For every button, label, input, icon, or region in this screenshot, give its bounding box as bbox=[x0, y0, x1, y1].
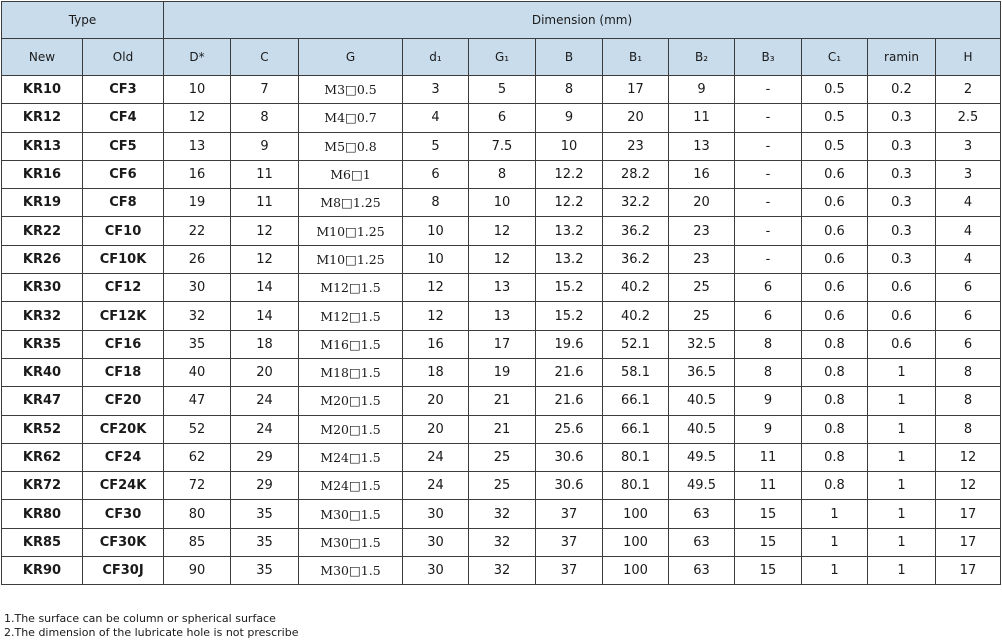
cell-b2: 49.5 bbox=[669, 443, 735, 471]
cell-b3: - bbox=[735, 132, 802, 160]
cell-old: CF4 bbox=[83, 104, 164, 132]
table-row bbox=[2, 217, 1001, 245]
column-header-b3: B₃ bbox=[735, 39, 802, 76]
cell-c: 14 bbox=[231, 302, 299, 330]
cell-d: 12 bbox=[164, 104, 231, 132]
cell-g: M6□1 bbox=[299, 160, 403, 188]
column-header-old: Old bbox=[83, 39, 164, 76]
cell-new: KR32 bbox=[2, 302, 83, 330]
cell-new: KR47 bbox=[2, 387, 83, 415]
footnote: 1.The surface can be column or spherical surface bbox=[4, 612, 276, 625]
cell-new: KR90 bbox=[2, 557, 83, 585]
cell-old: CF16 bbox=[83, 330, 164, 358]
cell-b1: 23 bbox=[603, 132, 669, 160]
cell-ramin: 0.3 bbox=[868, 217, 936, 245]
cell-b3: - bbox=[735, 217, 802, 245]
cell-g: M3□0.5 bbox=[299, 76, 403, 104]
cell-b: 15.2 bbox=[536, 274, 603, 302]
cell-c: 20 bbox=[231, 358, 299, 386]
cell-ramin: 1 bbox=[868, 415, 936, 443]
cell-h: 3 bbox=[936, 160, 1001, 188]
cell-b2: 25 bbox=[669, 302, 735, 330]
cell-b1: 40.2 bbox=[603, 302, 669, 330]
cell-new: KR30 bbox=[2, 274, 83, 302]
cell-b2: 25 bbox=[669, 274, 735, 302]
cell-old: CF8 bbox=[83, 189, 164, 217]
cell-old: CF30J bbox=[83, 557, 164, 585]
cell-h: 4 bbox=[936, 245, 1001, 273]
cell-b1: 28.2 bbox=[603, 160, 669, 188]
cell-b1: 58.1 bbox=[603, 358, 669, 386]
cell-d: 85 bbox=[164, 528, 231, 556]
cell-ramin: 1 bbox=[868, 557, 936, 585]
cell-g1: 13 bbox=[469, 302, 536, 330]
cell-c1: 0.6 bbox=[802, 302, 868, 330]
cell-g: M4□0.7 bbox=[299, 104, 403, 132]
cell-new: KR85 bbox=[2, 528, 83, 556]
header-row-groups bbox=[2, 2, 1001, 39]
cell-b3: 9 bbox=[735, 415, 802, 443]
cell-b3: 15 bbox=[735, 557, 802, 585]
cell-d: 26 bbox=[164, 245, 231, 273]
cell-ramin: 0.3 bbox=[868, 132, 936, 160]
cell-b: 21.6 bbox=[536, 358, 603, 386]
cell-ramin: 1 bbox=[868, 472, 936, 500]
cell-b2: 63 bbox=[669, 500, 735, 528]
cell-b1: 32.2 bbox=[603, 189, 669, 217]
cell-g1: 19 bbox=[469, 358, 536, 386]
cell-b3: 9 bbox=[735, 387, 802, 415]
cell-ramin: 0.2 bbox=[868, 76, 936, 104]
cell-b1: 100 bbox=[603, 528, 669, 556]
cell-d1: 10 bbox=[403, 245, 469, 273]
cell-b1: 17 bbox=[603, 76, 669, 104]
cell-c1: 1 bbox=[802, 557, 868, 585]
cell-d: 40 bbox=[164, 358, 231, 386]
cell-new: KR72 bbox=[2, 472, 83, 500]
cell-h: 4 bbox=[936, 189, 1001, 217]
cell-g1: 8 bbox=[469, 160, 536, 188]
cell-g1: 25 bbox=[469, 472, 536, 500]
cell-b2: 13 bbox=[669, 132, 735, 160]
cell-g: M5□0.8 bbox=[299, 132, 403, 160]
cell-old: CF24K bbox=[83, 472, 164, 500]
cell-new: KR62 bbox=[2, 443, 83, 471]
column-header-g1: G₁ bbox=[469, 39, 536, 76]
table-row bbox=[2, 443, 1001, 471]
cell-b2: 9 bbox=[669, 76, 735, 104]
cell-c1: 0.5 bbox=[802, 132, 868, 160]
cell-b2: 40.5 bbox=[669, 415, 735, 443]
cell-old: CF3 bbox=[83, 76, 164, 104]
cell-b3: - bbox=[735, 160, 802, 188]
table-row bbox=[2, 189, 1001, 217]
cell-b: 25.6 bbox=[536, 415, 603, 443]
cell-d: 90 bbox=[164, 557, 231, 585]
cell-c1: 0.5 bbox=[802, 104, 868, 132]
table-row bbox=[2, 302, 1001, 330]
cell-g: M20□1.5 bbox=[299, 387, 403, 415]
cell-b1: 66.1 bbox=[603, 387, 669, 415]
cell-c1: 0.8 bbox=[802, 358, 868, 386]
cell-c: 9 bbox=[231, 132, 299, 160]
cell-b: 13.2 bbox=[536, 245, 603, 273]
cell-ramin: 0.3 bbox=[868, 104, 936, 132]
cell-ramin: 0.6 bbox=[868, 274, 936, 302]
cell-c1: 0.6 bbox=[802, 189, 868, 217]
cell-old: CF5 bbox=[83, 132, 164, 160]
cell-b2: 23 bbox=[669, 217, 735, 245]
cell-h: 6 bbox=[936, 302, 1001, 330]
cell-new: KR12 bbox=[2, 104, 83, 132]
cell-g1: 17 bbox=[469, 330, 536, 358]
cell-old: CF12K bbox=[83, 302, 164, 330]
cell-c1: 0.8 bbox=[802, 330, 868, 358]
table-body bbox=[2, 76, 1001, 585]
cell-g1: 5 bbox=[469, 76, 536, 104]
cell-h: 12 bbox=[936, 472, 1001, 500]
cell-b: 30.6 bbox=[536, 472, 603, 500]
cell-new: KR19 bbox=[2, 189, 83, 217]
cell-b: 12.2 bbox=[536, 189, 603, 217]
cell-new: KR13 bbox=[2, 132, 83, 160]
cell-g: M10□1.25 bbox=[299, 217, 403, 245]
cell-b: 12.2 bbox=[536, 160, 603, 188]
cell-b2: 40.5 bbox=[669, 387, 735, 415]
cell-c1: 1 bbox=[802, 500, 868, 528]
cell-b: 13.2 bbox=[536, 217, 603, 245]
cell-g1: 10 bbox=[469, 189, 536, 217]
cell-ramin: 0.6 bbox=[868, 330, 936, 358]
cell-c1: 0.8 bbox=[802, 472, 868, 500]
cell-new: KR35 bbox=[2, 330, 83, 358]
cell-c1: 0.6 bbox=[802, 274, 868, 302]
cell-h: 6 bbox=[936, 330, 1001, 358]
cell-b2: 36.5 bbox=[669, 358, 735, 386]
cell-g: M10□1.25 bbox=[299, 245, 403, 273]
cell-g1: 25 bbox=[469, 443, 536, 471]
cell-b3: 15 bbox=[735, 528, 802, 556]
cell-c: 35 bbox=[231, 557, 299, 585]
cell-ramin: 0.6 bbox=[868, 302, 936, 330]
cell-ramin: 0.3 bbox=[868, 245, 936, 273]
footnotes bbox=[4, 612, 299, 640]
cell-g: M16□1.5 bbox=[299, 330, 403, 358]
cell-b3: 8 bbox=[735, 358, 802, 386]
cell-d1: 18 bbox=[403, 358, 469, 386]
cell-h: 17 bbox=[936, 557, 1001, 585]
type-header: Type bbox=[2, 2, 164, 39]
dimension-table bbox=[1, 1, 1001, 585]
table-row bbox=[2, 415, 1001, 443]
cell-c: 24 bbox=[231, 415, 299, 443]
cell-d1: 8 bbox=[403, 189, 469, 217]
cell-d1: 30 bbox=[403, 557, 469, 585]
cell-old: CF24 bbox=[83, 443, 164, 471]
cell-d1: 20 bbox=[403, 387, 469, 415]
cell-d1: 12 bbox=[403, 274, 469, 302]
cell-ramin: 1 bbox=[868, 358, 936, 386]
cell-b: 37 bbox=[536, 557, 603, 585]
cell-d1: 5 bbox=[403, 132, 469, 160]
cell-old: CF6 bbox=[83, 160, 164, 188]
dimension-header: Dimension (mm) bbox=[164, 2, 1001, 39]
cell-c: 11 bbox=[231, 160, 299, 188]
cell-b: 10 bbox=[536, 132, 603, 160]
table-row bbox=[2, 76, 1001, 104]
cell-c: 29 bbox=[231, 472, 299, 500]
cell-g: M24□1.5 bbox=[299, 472, 403, 500]
cell-new: KR22 bbox=[2, 217, 83, 245]
cell-new: KR40 bbox=[2, 358, 83, 386]
cell-g: M18□1.5 bbox=[299, 358, 403, 386]
cell-g1: 12 bbox=[469, 217, 536, 245]
cell-b3: 6 bbox=[735, 274, 802, 302]
cell-h: 8 bbox=[936, 415, 1001, 443]
cell-c1: 0.6 bbox=[802, 160, 868, 188]
cell-b1: 100 bbox=[603, 500, 669, 528]
header-row-columns bbox=[2, 39, 1001, 76]
footnote: 2.The dimension of the lubricate hole is not prescribe bbox=[4, 626, 299, 639]
cell-b: 21.6 bbox=[536, 387, 603, 415]
table-row bbox=[2, 557, 1001, 585]
cell-b2: 20 bbox=[669, 189, 735, 217]
cell-g1: 7.5 bbox=[469, 132, 536, 160]
cell-c: 8 bbox=[231, 104, 299, 132]
cell-d1: 4 bbox=[403, 104, 469, 132]
cell-old: CF12 bbox=[83, 274, 164, 302]
cell-d: 22 bbox=[164, 217, 231, 245]
cell-old: CF10 bbox=[83, 217, 164, 245]
cell-b2: 23 bbox=[669, 245, 735, 273]
table-row bbox=[2, 358, 1001, 386]
cell-c1: 0.8 bbox=[802, 443, 868, 471]
cell-c: 11 bbox=[231, 189, 299, 217]
cell-old: CF10K bbox=[83, 245, 164, 273]
cell-b: 30.6 bbox=[536, 443, 603, 471]
cell-old: CF30K bbox=[83, 528, 164, 556]
cell-h: 3 bbox=[936, 132, 1001, 160]
cell-b2: 11 bbox=[669, 104, 735, 132]
cell-h: 12 bbox=[936, 443, 1001, 471]
cell-g1: 21 bbox=[469, 415, 536, 443]
cell-g1: 21 bbox=[469, 387, 536, 415]
cell-c1: 0.8 bbox=[802, 415, 868, 443]
cell-d1: 20 bbox=[403, 415, 469, 443]
cell-b2: 49.5 bbox=[669, 472, 735, 500]
cell-g: M12□1.5 bbox=[299, 274, 403, 302]
table-row bbox=[2, 387, 1001, 415]
cell-c: 12 bbox=[231, 245, 299, 273]
cell-b1: 80.1 bbox=[603, 472, 669, 500]
cell-b3: 15 bbox=[735, 500, 802, 528]
table-row bbox=[2, 274, 1001, 302]
table-row bbox=[2, 472, 1001, 500]
cell-d1: 16 bbox=[403, 330, 469, 358]
cell-c1: 0.6 bbox=[802, 245, 868, 273]
cell-d1: 24 bbox=[403, 472, 469, 500]
cell-b1: 100 bbox=[603, 557, 669, 585]
column-header-c: C bbox=[231, 39, 299, 76]
cell-g: M30□1.5 bbox=[299, 528, 403, 556]
cell-c: 35 bbox=[231, 528, 299, 556]
table-row bbox=[2, 160, 1001, 188]
column-header-c1: C₁ bbox=[802, 39, 868, 76]
cell-c1: 1 bbox=[802, 528, 868, 556]
cell-b: 19.6 bbox=[536, 330, 603, 358]
cell-g: M24□1.5 bbox=[299, 443, 403, 471]
cell-h: 17 bbox=[936, 528, 1001, 556]
table-row bbox=[2, 330, 1001, 358]
cell-h: 17 bbox=[936, 500, 1001, 528]
cell-old: CF20K bbox=[83, 415, 164, 443]
cell-d: 62 bbox=[164, 443, 231, 471]
cell-d: 80 bbox=[164, 500, 231, 528]
cell-d: 30 bbox=[164, 274, 231, 302]
cell-d: 16 bbox=[164, 160, 231, 188]
column-header-d-star: D* bbox=[164, 39, 231, 76]
cell-d1: 30 bbox=[403, 528, 469, 556]
cell-d1: 24 bbox=[403, 443, 469, 471]
cell-b: 9 bbox=[536, 104, 603, 132]
cell-new: KR26 bbox=[2, 245, 83, 273]
cell-b3: 11 bbox=[735, 472, 802, 500]
cell-d: 35 bbox=[164, 330, 231, 358]
cell-b1: 52.1 bbox=[603, 330, 669, 358]
cell-c1: 0.5 bbox=[802, 76, 868, 104]
cell-old: CF18 bbox=[83, 358, 164, 386]
cell-d1: 3 bbox=[403, 76, 469, 104]
cell-b2: 16 bbox=[669, 160, 735, 188]
cell-g1: 32 bbox=[469, 500, 536, 528]
cell-c: 7 bbox=[231, 76, 299, 104]
cell-b2: 63 bbox=[669, 557, 735, 585]
cell-c: 18 bbox=[231, 330, 299, 358]
cell-h: 2 bbox=[936, 76, 1001, 104]
cell-b2: 32.5 bbox=[669, 330, 735, 358]
cell-b3: - bbox=[735, 104, 802, 132]
cell-d: 10 bbox=[164, 76, 231, 104]
cell-d: 19 bbox=[164, 189, 231, 217]
cell-old: CF20 bbox=[83, 387, 164, 415]
cell-g: M30□1.5 bbox=[299, 500, 403, 528]
cell-b: 15.2 bbox=[536, 302, 603, 330]
cell-g: M8□1.25 bbox=[299, 189, 403, 217]
cell-d: 47 bbox=[164, 387, 231, 415]
cell-b1: 20 bbox=[603, 104, 669, 132]
cell-c1: 0.6 bbox=[802, 217, 868, 245]
cell-c: 12 bbox=[231, 217, 299, 245]
column-header-d1: d₁ bbox=[403, 39, 469, 76]
cell-new: KR10 bbox=[2, 76, 83, 104]
cell-d1: 6 bbox=[403, 160, 469, 188]
cell-b3: - bbox=[735, 76, 802, 104]
cell-b1: 36.2 bbox=[603, 245, 669, 273]
column-header-b2: B₂ bbox=[669, 39, 735, 76]
cell-d1: 30 bbox=[403, 500, 469, 528]
cell-c: 29 bbox=[231, 443, 299, 471]
cell-b3: - bbox=[735, 245, 802, 273]
cell-d: 72 bbox=[164, 472, 231, 500]
cell-ramin: 0.3 bbox=[868, 160, 936, 188]
cell-b: 8 bbox=[536, 76, 603, 104]
cell-ramin: 1 bbox=[868, 443, 936, 471]
column-header-b1: B₁ bbox=[603, 39, 669, 76]
column-header-g: G bbox=[299, 39, 403, 76]
cell-ramin: 0.3 bbox=[868, 189, 936, 217]
cell-b2: 63 bbox=[669, 528, 735, 556]
cell-b: 37 bbox=[536, 528, 603, 556]
table-row bbox=[2, 132, 1001, 160]
column-header-new: New bbox=[2, 39, 83, 76]
cell-b3: 6 bbox=[735, 302, 802, 330]
cell-ramin: 1 bbox=[868, 528, 936, 556]
cell-c: 24 bbox=[231, 387, 299, 415]
column-header-b: B bbox=[536, 39, 603, 76]
cell-g: M12□1.5 bbox=[299, 302, 403, 330]
cell-h: 8 bbox=[936, 358, 1001, 386]
cell-c: 14 bbox=[231, 274, 299, 302]
table-row bbox=[2, 528, 1001, 556]
cell-d: 52 bbox=[164, 415, 231, 443]
cell-g: M20□1.5 bbox=[299, 415, 403, 443]
cell-old: CF30 bbox=[83, 500, 164, 528]
cell-d: 32 bbox=[164, 302, 231, 330]
cell-b3: 8 bbox=[735, 330, 802, 358]
table-row bbox=[2, 500, 1001, 528]
cell-b: 37 bbox=[536, 500, 603, 528]
cell-c: 35 bbox=[231, 500, 299, 528]
cell-g1: 32 bbox=[469, 528, 536, 556]
cell-d: 13 bbox=[164, 132, 231, 160]
column-header-h: H bbox=[936, 39, 1001, 76]
cell-b1: 80.1 bbox=[603, 443, 669, 471]
cell-c1: 0.8 bbox=[802, 387, 868, 415]
cell-h: 6 bbox=[936, 274, 1001, 302]
table-row bbox=[2, 245, 1001, 273]
cell-g: M30□1.5 bbox=[299, 557, 403, 585]
cell-b3: - bbox=[735, 189, 802, 217]
table-row bbox=[2, 104, 1001, 132]
cell-new: KR16 bbox=[2, 160, 83, 188]
cell-new: KR80 bbox=[2, 500, 83, 528]
cell-b1: 66.1 bbox=[603, 415, 669, 443]
cell-ramin: 1 bbox=[868, 387, 936, 415]
cell-h: 4 bbox=[936, 217, 1001, 245]
cell-h: 8 bbox=[936, 387, 1001, 415]
cell-g1: 12 bbox=[469, 245, 536, 273]
cell-g1: 13 bbox=[469, 274, 536, 302]
cell-h: 2.5 bbox=[936, 104, 1001, 132]
cell-new: KR52 bbox=[2, 415, 83, 443]
cell-ramin: 1 bbox=[868, 500, 936, 528]
cell-b1: 36.2 bbox=[603, 217, 669, 245]
cell-d1: 10 bbox=[403, 217, 469, 245]
cell-d1: 12 bbox=[403, 302, 469, 330]
cell-g1: 32 bbox=[469, 557, 536, 585]
cell-g1: 6 bbox=[469, 104, 536, 132]
cell-b3: 11 bbox=[735, 443, 802, 471]
column-header-ramin: ramin bbox=[868, 39, 936, 76]
cell-b1: 40.2 bbox=[603, 274, 669, 302]
